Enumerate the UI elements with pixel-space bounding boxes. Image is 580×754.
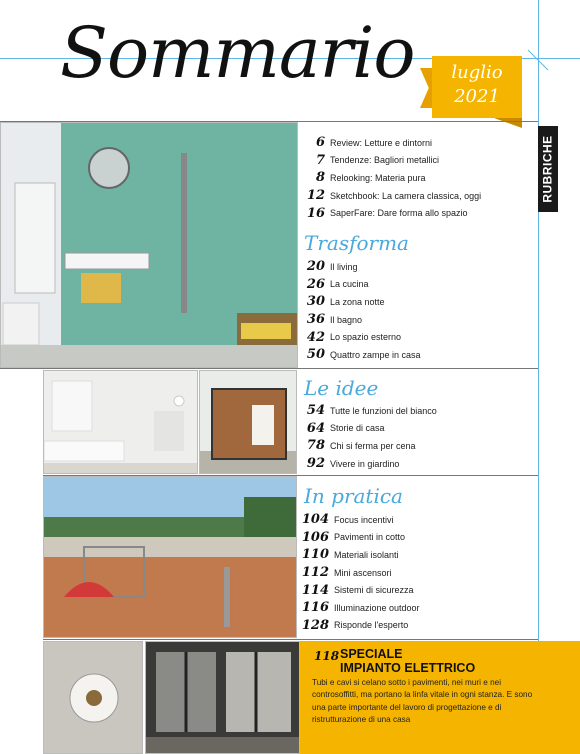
date-month: luglio — [451, 62, 503, 83]
page-number: 114 — [301, 582, 329, 598]
item-title: Lo spazio esterno — [330, 332, 402, 343]
special-box — [300, 641, 580, 754]
item-title: Il bagno — [330, 314, 363, 325]
item-title: Tendenze: Bagliori metallici — [330, 155, 440, 166]
page-title: Sommario — [60, 12, 415, 94]
list-item — [300, 437, 536, 455]
special-description: Tubi e cavi si celano sotto i pavimenti, nei muri e nei controsoffitti, ma portano la linfa vitale in ogni stanza. E sono una parte importante del lavoro di progettazione e di ristrutturazione di una casa — [312, 678, 533, 725]
list-item — [300, 455, 536, 473]
special-title-line1: SPECIALE — [340, 647, 403, 661]
page-number: 104 — [301, 512, 329, 528]
page-number: 116 — [301, 600, 329, 616]
photo-white-living — [43, 370, 198, 474]
separator-line — [43, 475, 538, 476]
section-heading-trasforma: Trasforma — [304, 231, 409, 255]
list-item — [300, 328, 536, 346]
page-number: 30 — [306, 294, 325, 310]
section-heading-idee: Le idee — [304, 376, 379, 400]
item-title: Pavimenti in cotto — [334, 532, 406, 543]
list-item — [300, 529, 536, 547]
page-number: 92 — [306, 456, 325, 472]
photo-terrace — [43, 476, 297, 638]
item-title: Mini ascensori — [334, 567, 392, 578]
page-number: 20 — [306, 259, 325, 275]
item-title: Sistemi di sicurezza — [334, 585, 414, 596]
item-title: Storie di casa — [330, 423, 385, 434]
item-title: La zona notte — [330, 296, 385, 307]
page-number: 50 — [306, 347, 325, 363]
page-number: 16 — [306, 205, 325, 221]
item-title: Il living — [330, 261, 358, 272]
item-title: SaperFare: Dare forma allo spazio — [330, 208, 468, 219]
page-number: 128 — [301, 617, 329, 633]
page-number: 6 — [315, 135, 325, 151]
side-tab-rubriche — [538, 126, 558, 212]
ribbon-fold — [494, 118, 522, 128]
item-title: Materiali isolanti — [334, 549, 399, 560]
item-title: Review: Letture e dintorni — [330, 137, 433, 148]
photo-woodshed — [199, 370, 297, 474]
list-item — [300, 293, 536, 311]
page-number: 8 — [315, 170, 325, 186]
list-item — [300, 152, 536, 170]
list-item — [300, 599, 536, 617]
page-number: 64 — [306, 420, 325, 436]
list-item — [300, 276, 536, 294]
list-item — [300, 258, 536, 276]
separator-line — [43, 639, 538, 640]
toc-idee — [300, 402, 536, 472]
list-item — [300, 420, 536, 438]
list-item — [300, 402, 536, 420]
separator-line — [0, 121, 538, 122]
page-number: 78 — [306, 438, 325, 454]
item-title: Risponde l'esperto — [334, 620, 409, 631]
item-title: Illuminazione outdoor — [334, 602, 420, 613]
page-number: 106 — [301, 529, 329, 545]
item-title: Chi si ferma per cena — [330, 440, 416, 451]
item-title: Quattro zampe in casa — [330, 349, 421, 360]
item-title: La cucina — [330, 279, 369, 290]
item-title: Tutte le funzioni del bianco — [330, 405, 437, 416]
photo-switch — [43, 641, 143, 754]
list-item — [300, 311, 536, 329]
item-title: Sketchbook: La camera classica, oggi — [330, 190, 482, 201]
photo-dark-interior — [145, 641, 300, 754]
page-number: 36 — [306, 312, 325, 328]
side-tab-label: RUBRICHE — [541, 135, 555, 203]
special-title-line2: IMPIANTO ELETTRICO — [340, 661, 476, 675]
photo-bathroom — [0, 122, 298, 368]
page-number: 12 — [306, 188, 325, 204]
list-item — [300, 617, 536, 635]
page-number: 26 — [306, 276, 325, 292]
list-item — [300, 346, 536, 364]
section-heading-pratica: In pratica — [304, 484, 403, 508]
page-number: 110 — [301, 547, 329, 563]
date-year: 2021 — [454, 86, 500, 107]
list-item — [300, 169, 536, 187]
item-title: Focus incentivi — [334, 514, 394, 525]
date-ribbon — [420, 56, 520, 124]
page-number: 42 — [306, 329, 325, 345]
special-title — [340, 647, 475, 675]
item-title: Relooking: Materia pura — [330, 172, 426, 183]
list-item — [300, 511, 536, 529]
item-title: Vivere in giardino — [330, 458, 400, 469]
list-item — [300, 546, 536, 564]
toc-pratica — [300, 511, 536, 634]
list-item — [300, 187, 536, 205]
list-item — [300, 581, 536, 599]
toc-rubriche — [300, 134, 536, 222]
page-number: 54 — [306, 403, 325, 419]
separator-line — [0, 368, 538, 369]
list-item — [300, 564, 536, 582]
list-item — [300, 134, 536, 152]
page-number: 7 — [315, 152, 325, 168]
page-number: 112 — [301, 565, 329, 581]
list-item — [300, 204, 536, 222]
toc-trasforma — [300, 258, 536, 364]
special-page-number: 118 — [314, 649, 340, 663]
crosshair-mark-icon — [526, 48, 550, 72]
